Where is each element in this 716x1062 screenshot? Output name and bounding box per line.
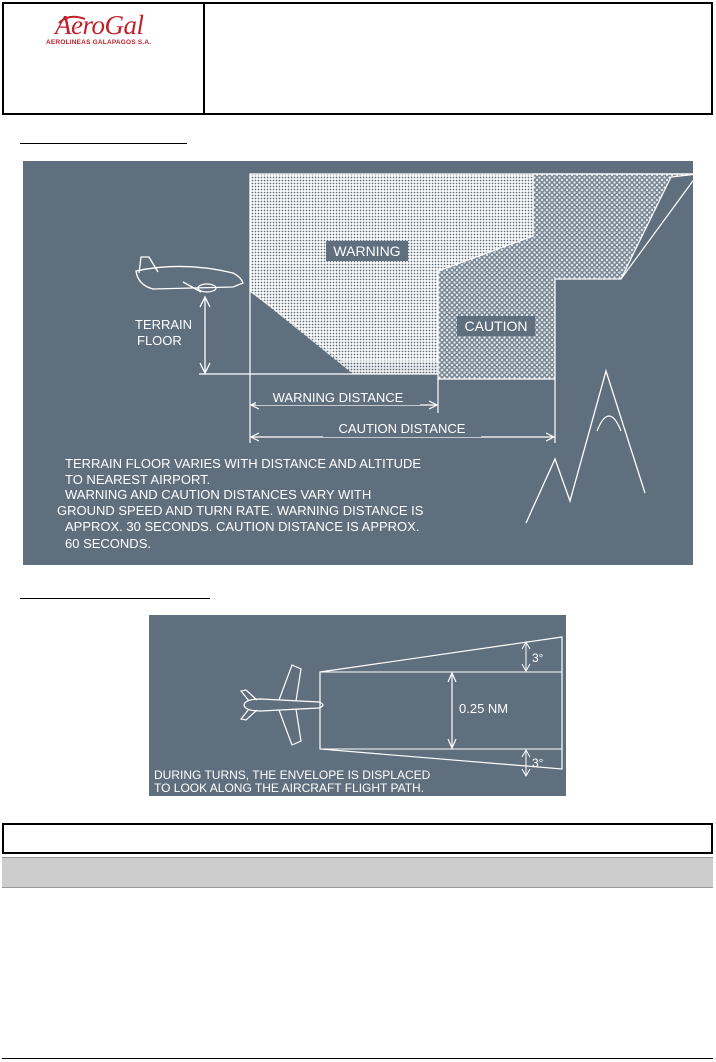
header-divider xyxy=(203,2,205,115)
envelope-figure xyxy=(149,615,566,796)
section-heading-underline-2 xyxy=(20,598,210,599)
footer-line xyxy=(2,1058,713,1059)
terrain-floor-label-2: FLOOR xyxy=(137,333,182,348)
section-gray-bar xyxy=(2,857,713,888)
terrain-caution-figure xyxy=(23,161,693,565)
caption-box xyxy=(2,823,713,854)
caution-distance-label: CAUTION DISTANCE xyxy=(338,421,466,436)
caution-label: CAUTION xyxy=(464,318,528,334)
section-heading-underline xyxy=(20,143,187,144)
note-line-1: TERRAIN FLOOR VARIES WITH DISTANCE AND ALTITUDE xyxy=(65,456,422,471)
width-label: 0.25 NM xyxy=(459,701,509,716)
note-line-6: 60 SECONDS. xyxy=(65,536,151,551)
warning-label: WARNING xyxy=(333,243,401,259)
note-line-3: WARNING AND CAUTION DISTANCES VARY WITH xyxy=(65,487,372,502)
note-line-2: TO NEAREST AIRPORT. xyxy=(65,472,211,487)
angle-bottom-label: 3° xyxy=(532,756,544,770)
logo-subtitle: AEROLINEAS GALAPAGOS S.A. xyxy=(46,39,152,46)
note-line-5: APPROX. 30 SECONDS. CAUTION DISTANCE IS APPROX. xyxy=(65,519,420,534)
logo-swoosh-icon xyxy=(57,15,87,25)
envelope-note-1: DURING TURNS, THE ENVELOPE IS DISPLACED xyxy=(154,768,431,782)
terrain-floor-label-1: TERRAIN xyxy=(135,317,193,332)
note-line-4: GROUND SPEED AND TURN RATE. WARNING DISTANCE IS xyxy=(57,503,424,518)
logo-name: AeroGal xyxy=(55,10,144,40)
warning-distance-label: WARNING DISTANCE xyxy=(272,390,404,405)
angle-top-label: 3° xyxy=(532,651,544,665)
envelope-note-2: TO LOOK ALONG THE AIRCRAFT FLIGHT PATH. xyxy=(154,781,425,795)
